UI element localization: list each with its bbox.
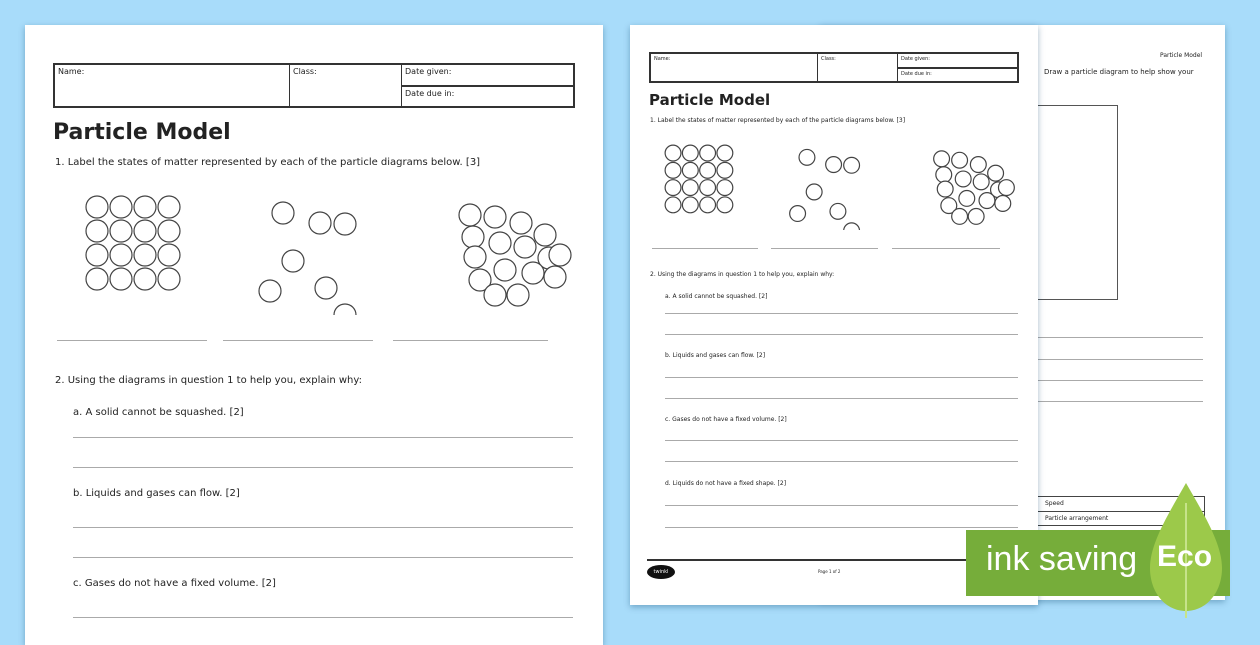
- gas-particle: [309, 212, 331, 234]
- class-field: Class:: [290, 65, 402, 106]
- liquid-particle: [494, 259, 516, 281]
- worksheet-page-preview: [630, 25, 1038, 605]
- solid-particle: [158, 268, 180, 290]
- liquid-particle: [955, 171, 971, 187]
- header-table: [649, 52, 1019, 83]
- question-2: 2. Using the diagrams in question 1 to help you, explain why:: [55, 375, 362, 386]
- solid-particle: [158, 244, 180, 266]
- liquid-particle: [544, 266, 566, 288]
- solid-particle: [110, 220, 132, 242]
- solid-particle: [717, 145, 733, 161]
- liquid-particle: [998, 180, 1014, 196]
- solid-particle: [717, 197, 733, 213]
- solid-particle: [86, 268, 108, 290]
- table-row-arrangement: Particle arrangement: [1045, 515, 1109, 522]
- liquid-particle: [936, 167, 952, 183]
- solid-particle: [134, 244, 156, 266]
- solid-particle: [110, 268, 132, 290]
- solid-particle: [700, 180, 716, 196]
- liquid-particle: [507, 284, 529, 306]
- name-field: Name:: [651, 54, 818, 81]
- liquid-particle: [988, 165, 1004, 181]
- liquid-particle: [484, 206, 506, 228]
- gas-particle: [826, 157, 842, 173]
- question-2a: a. A solid cannot be squashed. [2]: [73, 407, 244, 418]
- gas-particle: [830, 203, 846, 219]
- particle-diagrams: [65, 175, 585, 315]
- liquid-particle: [534, 224, 556, 246]
- liquid-particle: [462, 226, 484, 248]
- gas-particle: [844, 157, 860, 173]
- solid-particle: [86, 220, 108, 242]
- gas-particle: [806, 184, 822, 200]
- gas-particle: [844, 223, 860, 230]
- liquid-particle: [489, 232, 511, 254]
- solid-particle: [86, 244, 108, 266]
- liquid-particle: [970, 157, 986, 173]
- solid-particle: [110, 244, 132, 266]
- liquid-particle: [952, 152, 968, 168]
- particle-diagrams: [650, 130, 1020, 230]
- question-2c: c. Gases do not have a fixed volume. [2]: [73, 578, 276, 589]
- solid-particle: [717, 162, 733, 178]
- question-2d: d. Liquids do not have a fixed shape. [2]: [665, 480, 787, 487]
- question-1: 1. Label the states of matter represented by each of the particle diagrams below. [3]: [650, 117, 906, 124]
- liquid-particle: [514, 236, 536, 258]
- gas-particle: [334, 213, 356, 235]
- running-title: Particle Model: [1160, 52, 1203, 59]
- solid-particle: [665, 145, 681, 161]
- date-due-field: Date due in:: [901, 70, 932, 77]
- table-row-speed: Speed: [1021, 497, 1204, 512]
- gas-particle: [799, 149, 815, 165]
- twinkl-logo: twinkl: [647, 565, 675, 579]
- solid-particle: [158, 220, 180, 242]
- header-table: [53, 63, 575, 108]
- question-2a: a. A solid cannot be squashed. [2]: [665, 293, 768, 300]
- liquid-particle: [459, 204, 481, 226]
- liquid-particle: [952, 208, 968, 224]
- worksheet-page-1: [25, 25, 603, 645]
- question-2: 2. Using the diagrams in question 1 to help you, explain why:: [650, 271, 835, 278]
- liquid-particle: [973, 174, 989, 190]
- name-field: Name:: [55, 65, 290, 106]
- solid-particle: [134, 220, 156, 242]
- question-2b: b. Liquids and gases can flow. [2]: [665, 352, 766, 359]
- solid-particle: [682, 180, 698, 196]
- solid-particle: [682, 145, 698, 161]
- liquid-particle: [959, 190, 975, 206]
- date-given-field: Date given:: [402, 65, 573, 87]
- question-1: 1. Label the states of matter represented by each of the particle diagrams below. [3]: [55, 157, 481, 168]
- solid-particle: [110, 196, 132, 218]
- question-2c: c. Gases do not have a fixed volume. [2]: [665, 416, 787, 423]
- liquid-particle: [522, 262, 544, 284]
- ink-saving-label: ink saving: [986, 540, 1138, 578]
- liquid-particle: [979, 193, 995, 209]
- solid-particle: [682, 197, 698, 213]
- solid-particle: [665, 162, 681, 178]
- solid-particle: [682, 162, 698, 178]
- solid-particle: [717, 180, 733, 196]
- solid-particle: [700, 145, 716, 161]
- date-given-field: Date given:: [898, 54, 1017, 69]
- liquid-particle: [484, 284, 506, 306]
- liquid-particle: [968, 208, 984, 224]
- class-field: Class:: [818, 54, 898, 81]
- liquid-particle: [510, 212, 532, 234]
- liquid-particle: [934, 151, 950, 167]
- eco-label: Eco: [1157, 540, 1213, 573]
- gas-particle: [315, 277, 337, 299]
- date-due-field: Date due in:: [405, 88, 455, 98]
- gas-particle: [282, 250, 304, 272]
- page-number: Page 1 of 2: [818, 569, 841, 574]
- liquid-particle: [995, 196, 1011, 212]
- solid-particle: [158, 196, 180, 218]
- page-title: Particle Model: [53, 120, 231, 145]
- solid-particle: [700, 162, 716, 178]
- liquid-particle: [549, 244, 571, 266]
- liquid-particle: [937, 181, 953, 197]
- page3-question: Draw a particle diagram to help show your: [1044, 68, 1194, 76]
- gas-particle: [272, 202, 294, 224]
- question-2b: b. Liquids and gases can flow. [2]: [73, 488, 240, 499]
- solid-particle: [134, 268, 156, 290]
- liquid-particle: [464, 246, 486, 268]
- solid-particle: [665, 197, 681, 213]
- solid-particle: [665, 180, 681, 196]
- solid-particle: [86, 196, 108, 218]
- gas-particle: [334, 304, 356, 315]
- gas-particle: [790, 206, 806, 222]
- gas-particle: [259, 280, 281, 302]
- solid-particle: [134, 196, 156, 218]
- page-title: Particle Model: [649, 91, 771, 109]
- solid-particle: [700, 197, 716, 213]
